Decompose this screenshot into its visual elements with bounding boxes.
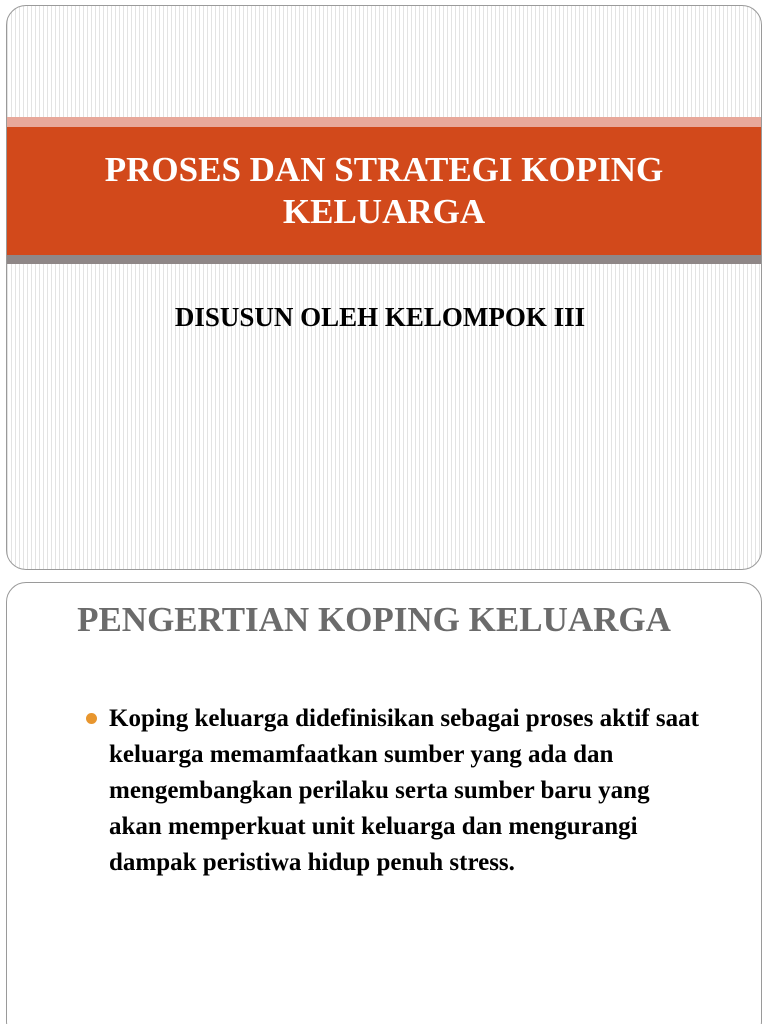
slide-title: PROSES DAN STRATEGI KOPING KELUARGA bbox=[104, 150, 664, 231]
title-band bbox=[7, 127, 761, 255]
bullet-dot-icon bbox=[86, 713, 97, 724]
title-band-top-stripe bbox=[7, 117, 761, 127]
slide-subtitle: DISUSUN OLEH KELOMPOK III bbox=[174, 302, 586, 332]
content-heading: PENGERTIAN KOPING KELUARGA bbox=[77, 600, 671, 639]
title-band-bottom-stripe bbox=[7, 255, 761, 264]
title-slide bbox=[6, 5, 762, 570]
bullet-list bbox=[87, 701, 707, 881]
bullet-text: Koping keluarga didefinisikan sebagai proses aktif saat keluarga memamfaatkan sumber yang ada dan mengembangkan perilaku serta sumber baru yang akan memperkuat unit keluarga dan mengurangi dampak peristiwa hidup penuh stress. bbox=[109, 705, 699, 876]
content-slide bbox=[6, 582, 762, 1024]
list-item bbox=[87, 701, 707, 881]
